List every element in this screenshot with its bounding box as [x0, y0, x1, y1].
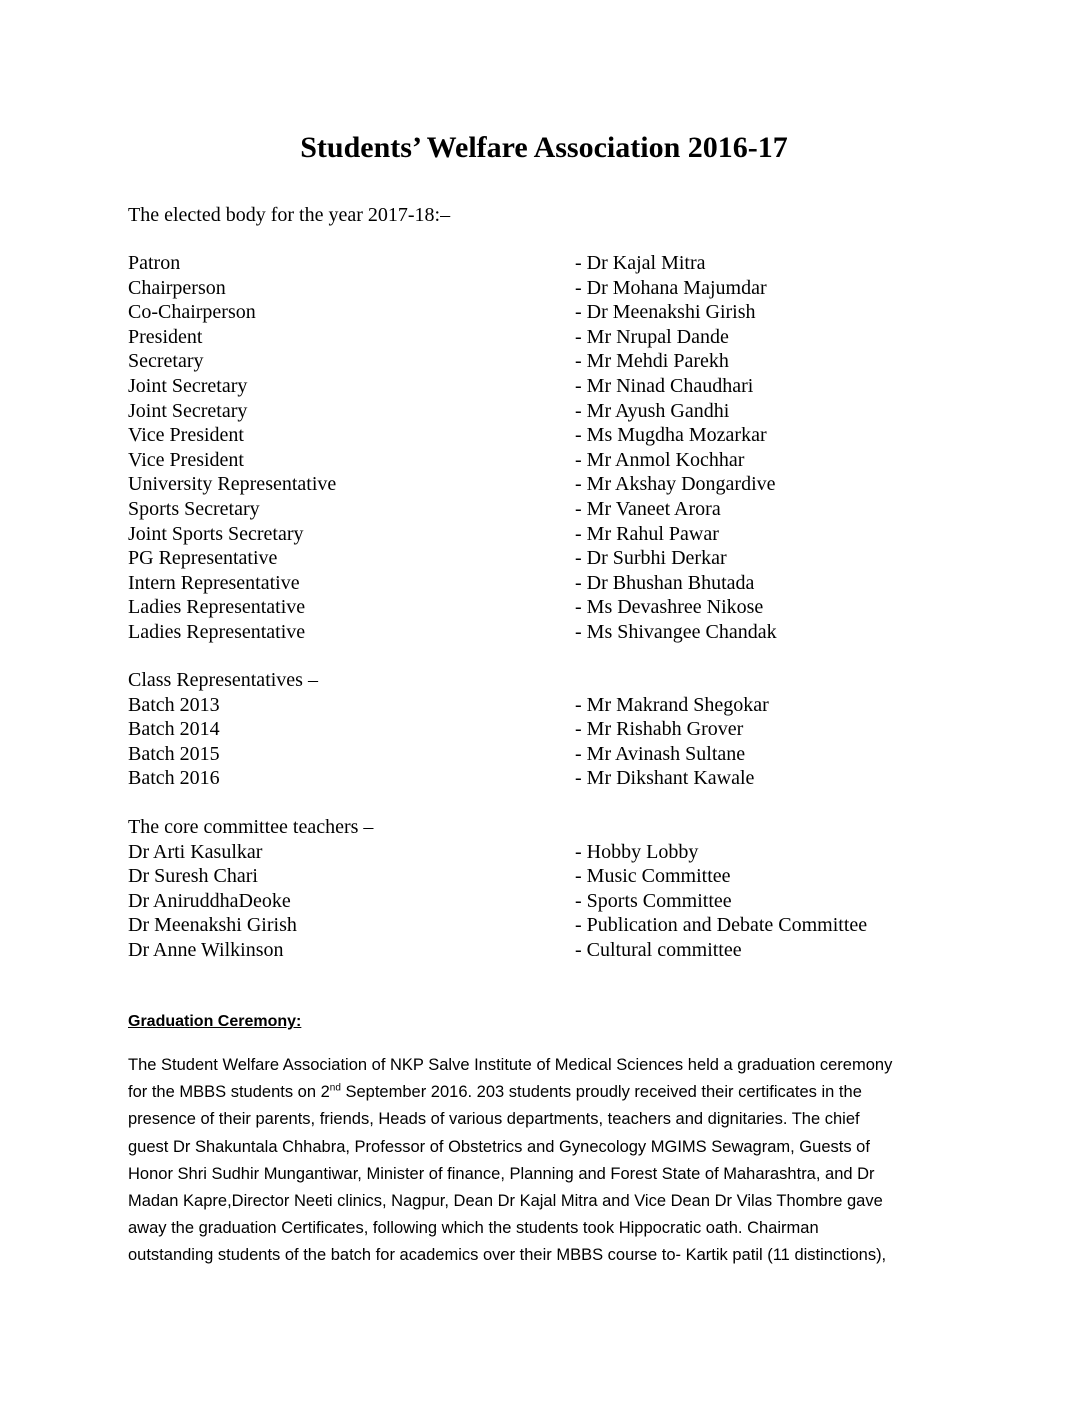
role-label: Intern Representative	[128, 571, 300, 594]
paragraph-line: outstanding students of the batch for academics over their MBBS course to- Kartik patil (11 distinctions),	[128, 1246, 887, 1265]
role-label: Vice President	[128, 424, 244, 447]
list-item	[128, 595, 968, 620]
teacher-name: Dr AniruddhaDeoke	[128, 889, 291, 912]
teacher-name: Dr Anne Wilkinson	[128, 938, 284, 961]
paragraph-line: away the graduation Certificates, following which the students took Hippocratic oath. Chairman	[128, 1219, 819, 1238]
list-item	[128, 717, 968, 742]
committee-name: - Cultural committee	[575, 938, 742, 961]
batch-label: Batch 2016	[128, 767, 220, 790]
core-committee-heading: The core committee teachers –	[128, 816, 374, 838]
list-item	[128, 276, 968, 301]
role-label: Sports Secretary	[128, 497, 260, 520]
list-item	[128, 300, 968, 325]
member-name: - Ms Devashree Nikose	[575, 596, 764, 619]
teacher-name: Dr Suresh Chari	[128, 865, 258, 888]
committee-name: - Sports Committee	[575, 889, 732, 912]
page-title: Students’ Welfare Association 2016-17	[300, 131, 788, 164]
role-label: Joint Secretary	[128, 374, 248, 397]
role-label: Joint Secretary	[128, 399, 248, 422]
member-name: - Mr Ayush Gandhi	[575, 399, 730, 422]
graduation-paragraph	[128, 1052, 968, 1270]
core-committee-list	[128, 815, 968, 963]
list-item	[128, 546, 968, 571]
paragraph-line: guest Dr Shakuntala Chhabra, Professor of Obstetrics and Gynecology MGIMS Sewagram, Guests of	[128, 1137, 870, 1156]
role-label: University Representative	[128, 473, 337, 496]
role-label: Joint Sports Secretary	[128, 522, 304, 545]
committee-name: - Publication and Debate Committee	[575, 914, 868, 937]
elected-body-list	[128, 251, 968, 645]
committee-name: - Music Committee	[575, 865, 731, 888]
member-name: - Dr Surbhi Derkar	[575, 547, 727, 570]
member-name: - Mr Dikshant Kawale	[575, 767, 755, 790]
member-name: - Mr Ninad Chaudhari	[575, 374, 754, 397]
paragraph-text: for the MBBS students on 2	[128, 1083, 330, 1102]
batch-label: Batch 2014	[128, 718, 220, 741]
member-name: - Mr Avinash Sultane	[575, 742, 746, 765]
member-name: - Dr Kajal Mitra	[575, 252, 706, 274]
role-label: Ladies Representative	[128, 620, 306, 643]
list-item	[128, 349, 968, 374]
intro-text: The elected body for the year 2017-18:–	[128, 204, 451, 226]
list-item	[128, 522, 968, 547]
list-item	[128, 374, 968, 399]
member-name: - Mr Rishabh Grover	[575, 718, 744, 741]
list-item	[128, 742, 968, 767]
list-item	[128, 840, 968, 865]
list-item	[128, 620, 968, 645]
role-label: Ladies Representative	[128, 596, 306, 619]
graduation-heading: Graduation Ceremony:	[128, 1013, 302, 1030]
paragraph-line: presence of their parents, friends, Heads of various departments, teachers and dignitaries. The chief	[128, 1110, 860, 1129]
member-name: - Dr Bhushan Bhutada	[575, 571, 755, 594]
list-item	[128, 399, 968, 424]
teacher-name: Dr Arti Kasulkar	[128, 840, 263, 863]
role-label: Chairperson	[128, 276, 226, 299]
member-name: - Dr Mohana Majumdar	[575, 276, 767, 299]
member-name: - Mr Akshay Dongardive	[575, 473, 776, 496]
paragraph-line: Honor Shri Sudhir Mungantiwar, Minister of finance, Planning and Forest State of Maharashtra, and Dr	[128, 1164, 875, 1183]
member-name: - Mr Makrand Shegokar	[575, 693, 769, 716]
role-label: President	[128, 325, 203, 348]
member-name: - Mr Vaneet Arora	[575, 497, 721, 520]
member-name: - Ms Shivangee Chandak	[575, 620, 777, 643]
list-item	[128, 472, 968, 497]
role-label: Secretary	[128, 350, 204, 373]
class-representatives-list	[128, 668, 968, 791]
member-name: - Mr Mehdi Parekh	[575, 350, 729, 373]
batch-label: Batch 2015	[128, 742, 220, 765]
list-item	[128, 889, 968, 914]
list-item	[128, 693, 968, 718]
batch-label: Batch 2013	[128, 693, 220, 716]
role-label: Vice President	[128, 448, 244, 471]
paragraph-text: September 2016. 203 students proudly received their certificates in the	[340, 1083, 862, 1102]
role-label: Patron	[128, 252, 181, 274]
paragraph-line: The Student Welfare Association of NKP Salve Institute of Medical Sciences held a graduation ceremony	[128, 1056, 893, 1074]
list-item	[128, 448, 968, 473]
role-label: Co-Chairperson	[128, 301, 256, 324]
list-item	[128, 497, 968, 522]
list-item	[128, 571, 968, 596]
committee-name: - Hobby Lobby	[575, 840, 699, 863]
member-name: - Ms Mugdha Mozarkar	[575, 424, 767, 447]
member-name: - Mr Anmol Kochhar	[575, 448, 745, 471]
paragraph-line: Madan Kapre,Director Neeti clinics, Nagpur, Dean Dr Kajal Mitra and Vice Dean Dr Vilas Thombre gave	[128, 1191, 883, 1210]
list-item	[128, 325, 968, 350]
member-name: - Mr Nrupal Dande	[575, 325, 729, 348]
member-name: - Mr Rahul Pawar	[575, 522, 719, 545]
teacher-name: Dr Meenakshi Girish	[128, 914, 297, 937]
class-representatives-heading: Class Representatives –	[128, 669, 318, 691]
list-item	[128, 913, 968, 938]
list-item	[128, 766, 968, 791]
member-name: - Dr Meenakshi Girish	[575, 301, 756, 324]
list-item	[128, 251, 968, 276]
list-item	[128, 423, 968, 448]
role-label: PG Representative	[128, 547, 278, 570]
paragraph-line	[128, 1079, 968, 1106]
list-item	[128, 864, 968, 889]
list-item	[128, 938, 968, 963]
ordinal-suffix: nd	[329, 1082, 341, 1094]
